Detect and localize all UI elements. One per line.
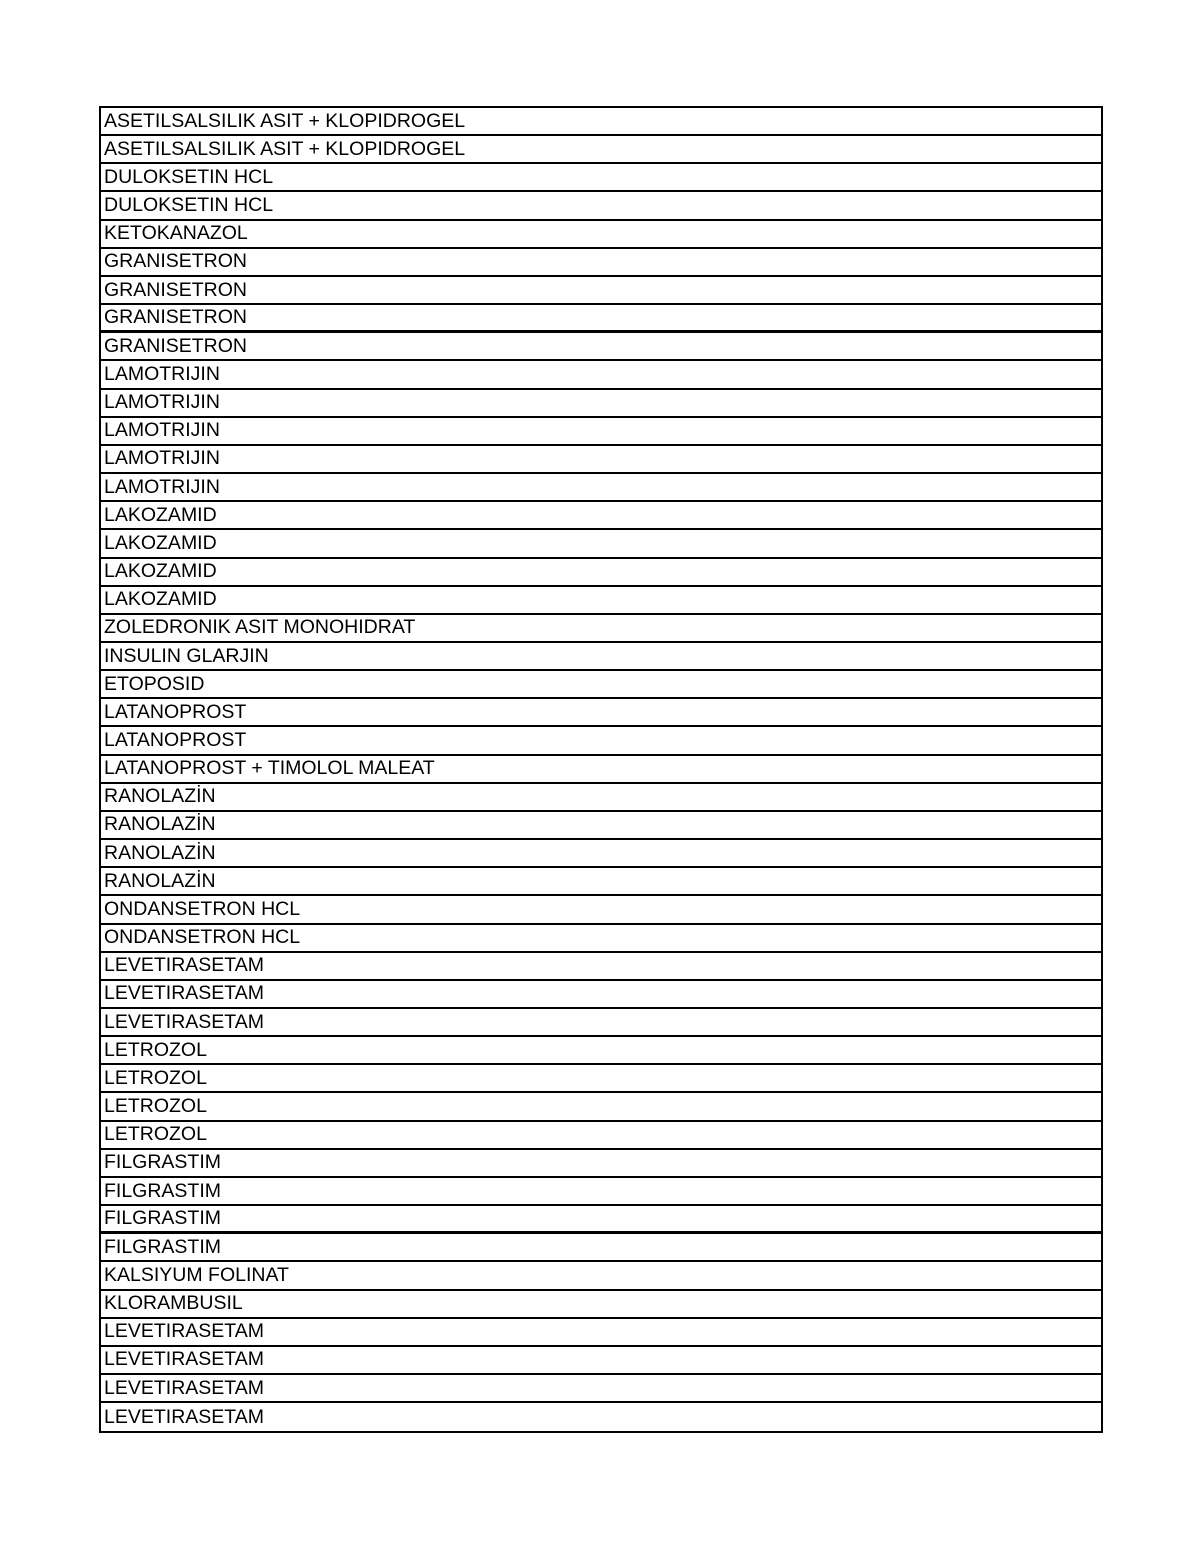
table-row: ONDANSETRON HCL (101, 925, 1101, 953)
table-row: LAKOZAMID (101, 502, 1101, 530)
table-row: LEVETIRASETAM (101, 1347, 1101, 1375)
table-row: LAMOTRIJIN (101, 361, 1101, 389)
table-row: FILGRASTIM (101, 1234, 1101, 1262)
table-row: ASETILSALSILIK ASIT + KLOPIDROGEL (101, 136, 1101, 164)
table-row: FILGRASTIM (101, 1178, 1101, 1206)
table-row: LAMOTRIJIN (101, 474, 1101, 502)
table-row: LAKOZAMID (101, 530, 1101, 558)
table-row: GRANISETRON (101, 305, 1101, 333)
drug-list-table (99, 106, 1103, 1433)
table-row: KETOKANAZOL (101, 221, 1101, 249)
table-row: ZOLEDRONIK ASIT MONOHIDRAT (101, 615, 1101, 643)
table-row: LEVETIRASETAM (101, 1009, 1101, 1037)
table-row: KLORAMBUSIL (101, 1291, 1101, 1319)
table-row: GRANISETRON (101, 249, 1101, 277)
table-row: GRANISETRON (101, 277, 1101, 305)
table-row: LEVETIRASETAM (101, 1375, 1101, 1403)
table-row: DULOKSETIN HCL (101, 192, 1101, 220)
table-row: LEVETIRASETAM (104, 1405, 265, 1428)
table-row: LETROZOL (101, 1065, 1101, 1093)
table-row: ASETILSALSILIK ASIT + KLOPIDROGEL (101, 108, 1101, 136)
table-row: LAMOTRIJIN (101, 390, 1101, 418)
table-row: RANOLAZİN (101, 868, 1101, 896)
table-row: RANOLAZİN (101, 840, 1101, 868)
table-row: FILGRASTIM (101, 1150, 1101, 1178)
table-row: LETROZOL (101, 1122, 1101, 1150)
table-row: LATANOPROST + TIMOLOL MALEAT (101, 756, 1101, 784)
table-row: DULOKSETIN HCL (101, 164, 1101, 192)
table-row: LAKOZAMID (101, 587, 1101, 615)
table-row: LATANOPROST (101, 727, 1101, 755)
table-row: ONDANSETRON HCL (101, 896, 1101, 924)
table-row: LEVETIRASETAM (101, 981, 1101, 1009)
table-row: GRANISETRON (101, 333, 1101, 361)
table-row: INSULIN GLARJIN (101, 643, 1101, 671)
table-row: KALSIYUM FOLINAT (101, 1262, 1101, 1290)
table-row: LAMOTRIJIN (101, 418, 1101, 446)
table-row: LAKOZAMID (101, 559, 1101, 587)
table-row: FILGRASTIM (101, 1206, 1101, 1234)
table-row: LETROZOL (101, 1037, 1101, 1065)
table-row: LAMOTRIJIN (101, 446, 1101, 474)
table-row: LEVETIRASETAM (101, 1319, 1101, 1347)
table-row: LEVETIRASETAM (101, 953, 1101, 981)
table-row: RANOLAZİN (101, 784, 1101, 812)
table-row: LETROZOL (101, 1093, 1101, 1121)
table-row: LATANOPROST (101, 699, 1101, 727)
table-row: ETOPOSID (101, 671, 1101, 699)
table-row: RANOLAZİN (101, 812, 1101, 840)
